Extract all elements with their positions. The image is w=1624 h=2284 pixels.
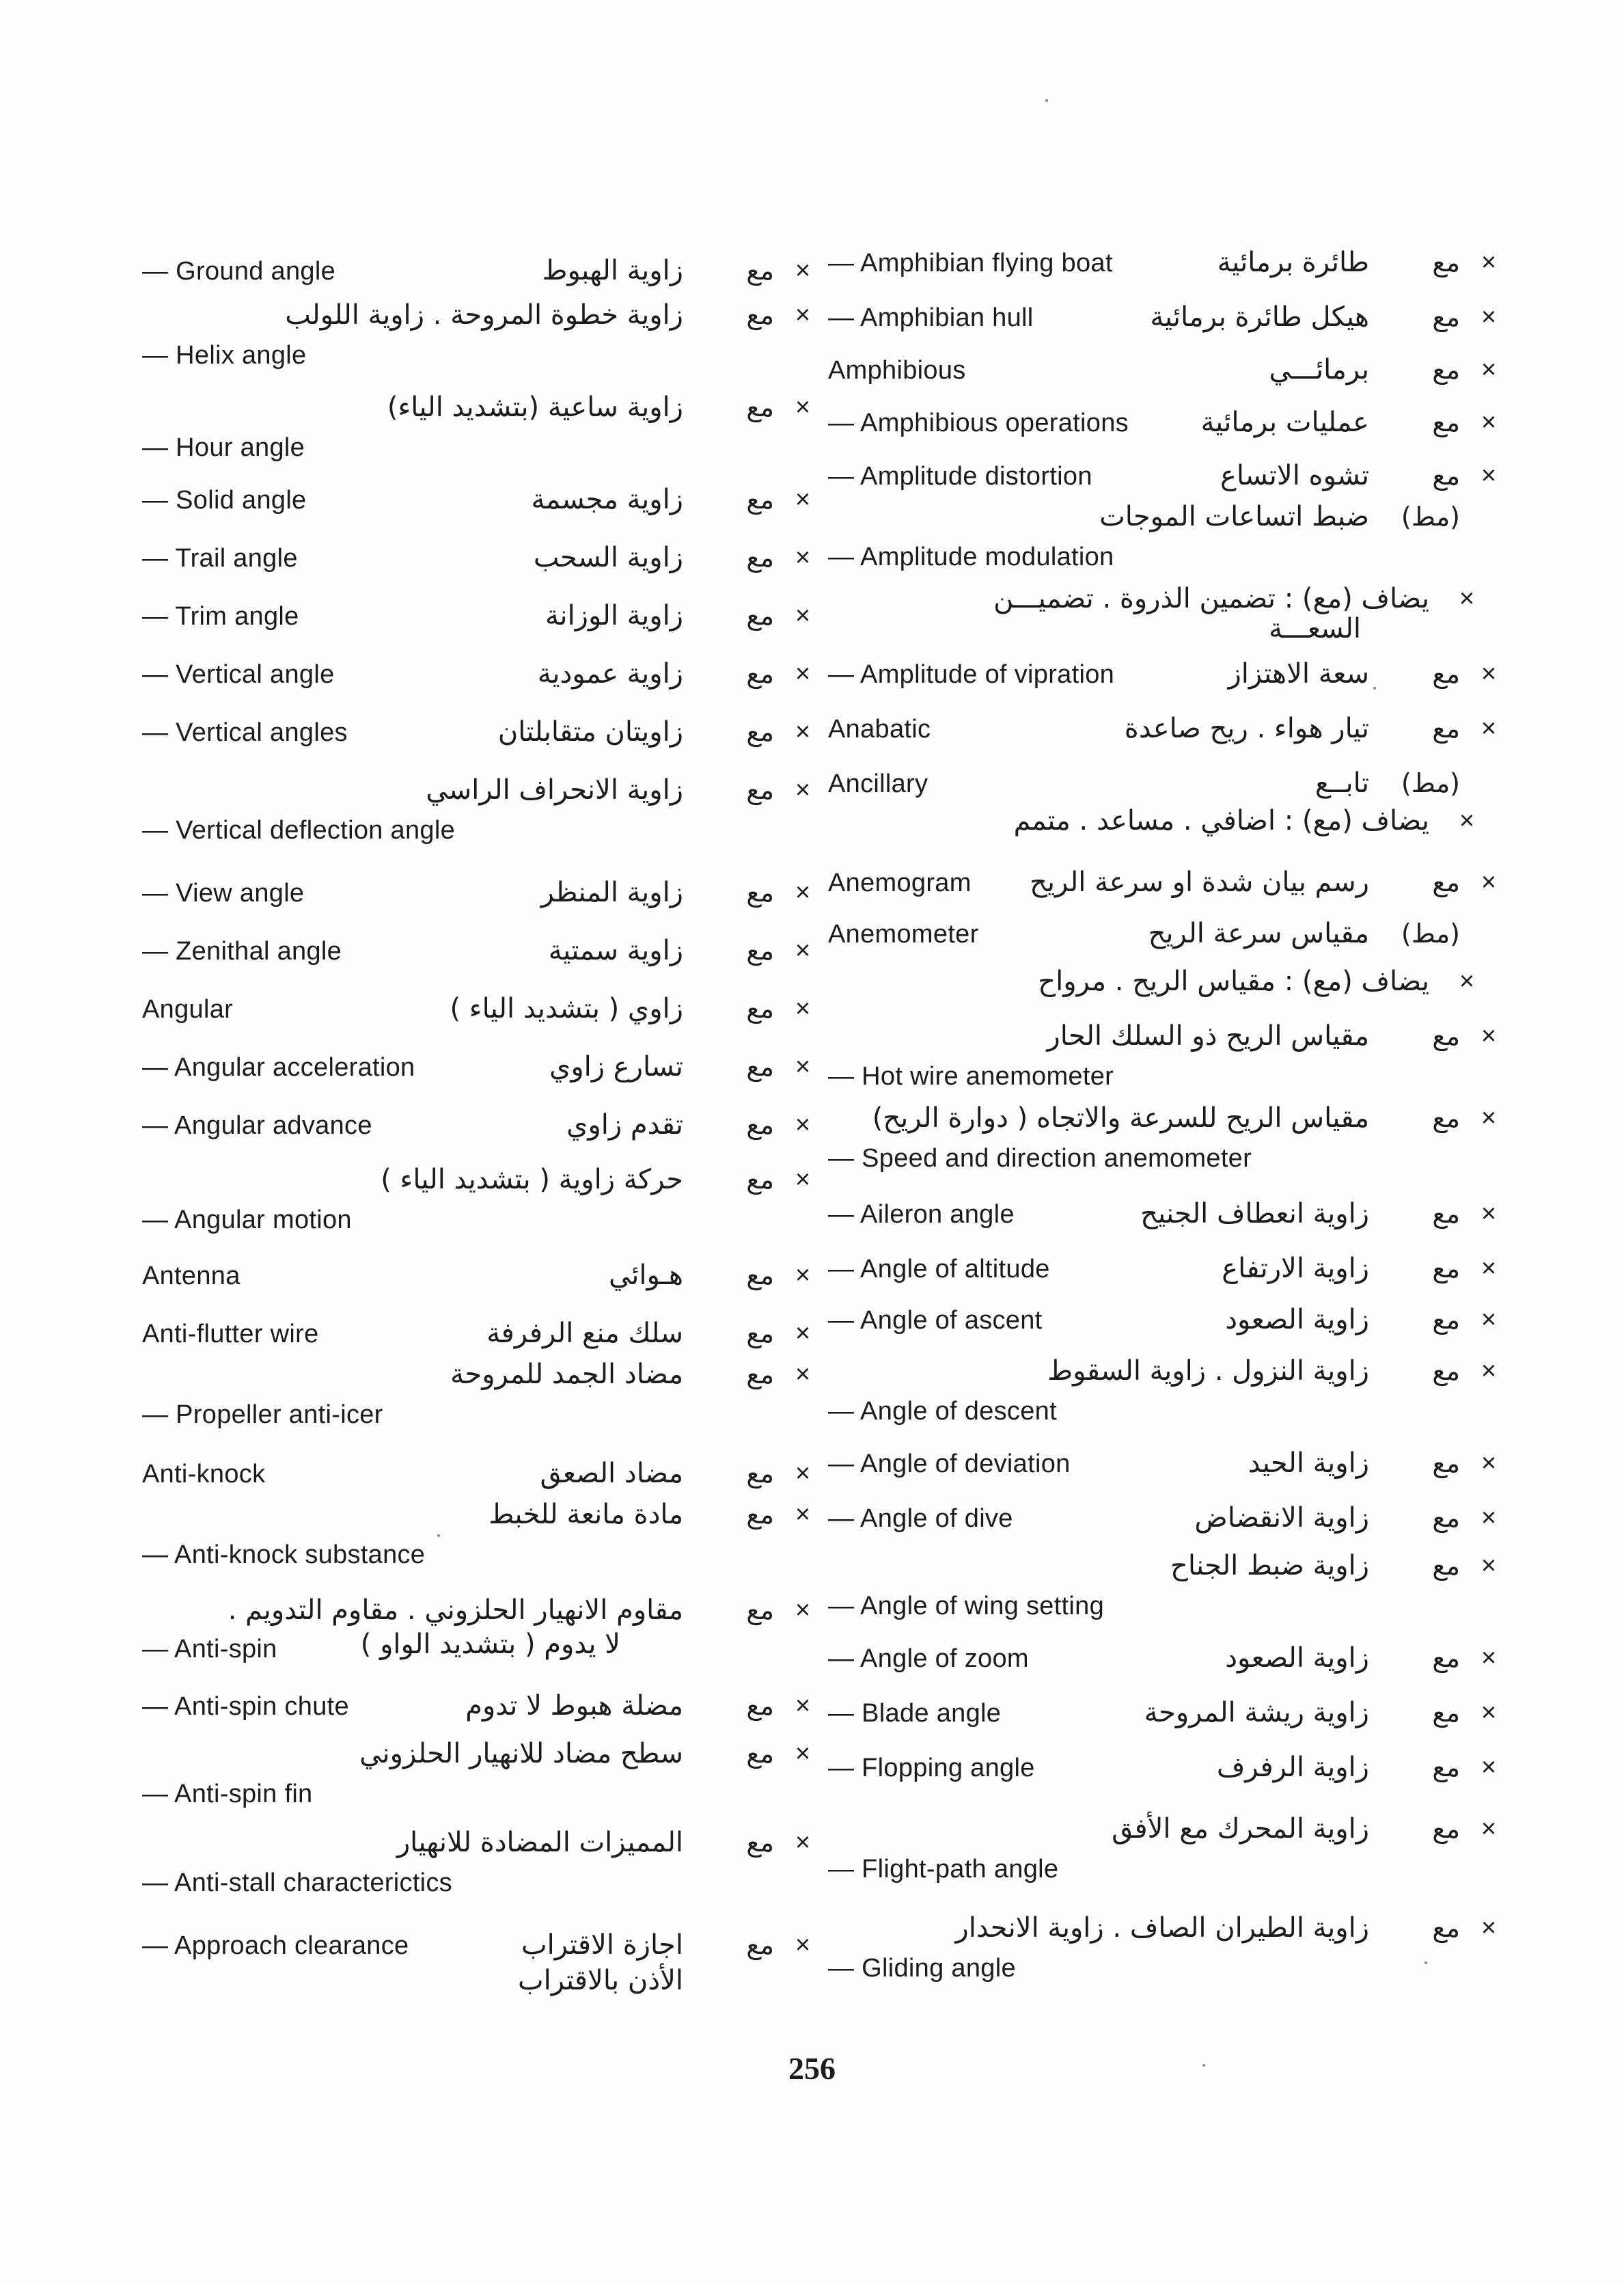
entry-tag: مع — [1432, 659, 1460, 689]
entry-tag: مع — [746, 601, 774, 631]
entry-marker: × — [1481, 1504, 1497, 1532]
arabic-term: رسم بيان شدة او سرعة الريح — [1030, 867, 1369, 898]
arabic-term: زاوية الصعود — [1225, 1642, 1369, 1674]
entry-tag: مع — [746, 543, 774, 573]
english-term: — Angular acceleration — [142, 1053, 415, 1082]
english-term: — Amplitude distortion — [828, 462, 1092, 491]
entry-tag: مع — [746, 1458, 774, 1488]
arabic-term: زاوية الحيد — [1248, 1447, 1369, 1479]
arabic-term: زاوية مجسمة — [531, 484, 683, 515]
english-term: — Trail angle — [142, 544, 298, 573]
arabic-term: زاوية الهبوط — [542, 255, 683, 286]
arabic-term: يضاف (مع) : اضافي . مساعد . متمم — [1013, 805, 1429, 837]
entry-marker: × — [795, 1111, 811, 1139]
entry-tag: مع — [746, 1260, 774, 1290]
arabic-term: زاوية انعطاف الجنيح — [1140, 1198, 1369, 1229]
arabic-term: زاوية المنظر — [540, 877, 683, 908]
page-number: 256 — [788, 2051, 836, 2086]
arabic-term: زاوية الوزانة — [545, 600, 683, 631]
english-term: — Angle of zoom — [828, 1644, 1029, 1673]
entry-marker: × — [795, 393, 811, 422]
entry-marker: × — [795, 601, 811, 630]
entry-tag: (مط) — [1401, 502, 1460, 532]
english-term: — Anti-stall characterictics — [142, 1868, 452, 1897]
english-term: — Anti-spin — [142, 1635, 277, 1663]
scan-speck — [1373, 687, 1376, 690]
entry-tag: مع — [1432, 1752, 1460, 1782]
entry-tag: مع — [1432, 302, 1460, 332]
entry-tag: مع — [746, 994, 774, 1024]
entry-tag: مع — [1432, 1448, 1460, 1478]
entry-marker: × — [1459, 584, 1475, 613]
entry-marker: × — [795, 1691, 811, 1720]
english-term: — Vertical angles — [142, 718, 348, 747]
entry-marker: × — [1481, 408, 1497, 437]
entry-tag: مع — [746, 1359, 774, 1389]
arabic-term: زاوي ( بتشديد الياء ) — [450, 993, 683, 1024]
entry-marker: × — [1481, 1449, 1497, 1478]
arabic-term: حركة زاوية ( بتشديد الياء ) — [381, 1164, 683, 1195]
entry-marker: × — [795, 1319, 811, 1348]
arabic-term: زاوية ساعية (بتشديد الياء) — [387, 392, 683, 423]
english-term: — Angle of ascent — [828, 1306, 1043, 1335]
entry-marker: × — [795, 878, 811, 907]
scan-speck — [1425, 1961, 1427, 1964]
english-term: — Anti-knock substance — [142, 1540, 426, 1569]
english-term: Anti-knock — [142, 1460, 266, 1488]
english-term: — View angle — [142, 879, 305, 908]
entry-marker: × — [1481, 248, 1497, 277]
entry-marker: × — [795, 936, 811, 965]
arabic-term: سلك منع الرفرفة — [486, 1318, 683, 1349]
entry-marker: × — [1481, 1753, 1497, 1782]
arabic-term: مقياس سرعة الريح — [1148, 918, 1369, 949]
entry-tag: مع — [746, 1165, 774, 1195]
entry-tag: مع — [1432, 1356, 1460, 1386]
entry-tag: مع — [746, 1110, 774, 1140]
entry-marker: × — [1481, 461, 1497, 490]
entry-tag: مع — [1432, 713, 1460, 744]
arabic-term: زاويتان متقابلتان — [497, 716, 683, 748]
entry-tag: (مط) — [1401, 919, 1460, 949]
arabic-term: اجازة الاقتراب — [521, 1929, 683, 1961]
entry-tag: مع — [746, 659, 774, 689]
english-term: — Hour angle — [142, 433, 305, 462]
right-column — [828, 226, 1511, 2016]
english-term: — Propeller anti-icer — [142, 1400, 383, 1429]
entry-tag: مع — [1432, 407, 1460, 437]
english-term: Anemometer — [828, 920, 979, 949]
entry-tag: مع — [746, 1930, 774, 1960]
arabic-term: زاوية الارتفاع — [1222, 1253, 1369, 1284]
english-term: Anabatic — [828, 715, 931, 744]
arabic-term: مقياس الريح ذو السلك الحار — [1047, 1020, 1369, 1052]
arabic-term: زاوية المحرك مع الأفق — [1112, 1813, 1369, 1845]
entry-tag: مع — [1432, 867, 1460, 897]
entry-tag: مع — [746, 392, 774, 422]
arabic-term: يضاف (مع) : مقياس الريح . مرواح — [1038, 966, 1429, 997]
arabic-term: زاوية سمتية — [548, 935, 683, 966]
entry-tag: مع — [1432, 461, 1460, 491]
entry-marker: × — [795, 776, 811, 804]
arabic-term-continued: لا يدوم ( بتشديد الواو ) — [360, 1629, 620, 1660]
entry-tag: مع — [746, 1691, 774, 1721]
arabic-term: يضاف (مع) : تضمين الذروة . تضميـــن — [993, 583, 1429, 614]
english-term: — Anti-spin chute — [142, 1692, 349, 1721]
entry-tag: مع — [1432, 355, 1460, 385]
english-term: Antenna — [142, 1262, 240, 1290]
arabic-term: زاوية خطوة المروحة . زاوية اللولب — [285, 299, 683, 331]
entry-marker: × — [1481, 1305, 1497, 1334]
arabic-term: زاوية الانحراف الراسي — [426, 774, 683, 806]
entry-tag: مع — [746, 936, 774, 966]
english-term: — Aileron angle — [828, 1200, 1015, 1229]
arabic-term: تيار هواء . ريح صاعدة — [1124, 713, 1369, 744]
arabic-term: مقياس الريح للسرعة والاتجاه ( دوارة الريح) — [872, 1102, 1369, 1134]
english-term: — Amplitude of vipration — [828, 660, 1115, 689]
entry-marker: × — [795, 660, 811, 688]
entry-tag: مع — [1432, 1643, 1460, 1673]
english-term: — Helix angle — [142, 341, 307, 370]
arabic-term: هـوائي — [608, 1260, 683, 1291]
entry-marker: × — [795, 718, 811, 746]
arabic-term: زاوية ضبط الجناح — [1170, 1550, 1369, 1581]
entry-marker: × — [1481, 1254, 1497, 1283]
entry-tag: مع — [1432, 247, 1460, 277]
entry-tag: (مط) — [1401, 768, 1460, 798]
arabic-term: المميزات المضادة للانهيار — [396, 1827, 683, 1858]
entry-marker: × — [795, 1261, 811, 1290]
entry-marker: × — [795, 1165, 811, 1194]
english-term: — Angular advance — [142, 1111, 372, 1140]
arabic-term: مضلة هبوط لا تدوم — [465, 1690, 683, 1722]
entry-marker: × — [1481, 303, 1497, 331]
entry-marker: × — [795, 1931, 811, 1959]
entry-tag: مع — [746, 300, 774, 330]
entry-tag: مع — [1432, 1814, 1460, 1844]
entry-marker: × — [1481, 1357, 1497, 1385]
entry-marker: × — [1481, 1551, 1497, 1580]
arabic-term: سطح مضاد للانهيار الحلزوني — [359, 1738, 683, 1769]
arabic-term: زاوية النزول . زاوية السقوط — [1047, 1355, 1369, 1387]
entry-tag: مع — [746, 1499, 774, 1530]
english-term: — Trim angle — [142, 602, 299, 631]
entry-marker: × — [795, 1828, 811, 1857]
arabic-term: زاوية الطيران الصاف . زاوية الانحدار — [955, 1912, 1369, 1944]
entry-marker: × — [795, 1739, 811, 1768]
scan-speck — [1202, 2064, 1205, 2067]
entry-marker: × — [1459, 967, 1475, 996]
english-term: — Vertical angle — [142, 660, 335, 689]
arabic-term: زاوية عمودية — [537, 658, 683, 690]
entry-marker: × — [1481, 1022, 1497, 1050]
english-term: — Angular motion — [142, 1206, 352, 1234]
english-term: Anemogram — [828, 869, 972, 897]
entry-marker: × — [1481, 660, 1497, 688]
entry-tag: مع — [1432, 1103, 1460, 1133]
entry-marker: × — [795, 301, 811, 329]
arabic-term: هيكل طائرة برمائية — [1150, 301, 1369, 333]
english-term: Anti-flutter wire — [142, 1320, 319, 1348]
entry-marker: × — [1481, 714, 1497, 743]
english-term: — Amplitude modulation — [828, 543, 1114, 571]
entry-tag: مع — [746, 1595, 774, 1625]
english-term: — Vertical deflection angle — [142, 816, 456, 845]
english-term: — Anti-spin fin — [142, 1780, 313, 1808]
arabic-term: زاوية الرفرف — [1216, 1752, 1369, 1783]
english-term: — Angle of dive — [828, 1504, 1013, 1533]
entry-marker: × — [1481, 1698, 1497, 1727]
english-term: — Speed and direction anemometer — [828, 1144, 1252, 1173]
arabic-term: سعة الاهتزاز — [1228, 658, 1369, 690]
english-term: — Zenithal angle — [142, 937, 342, 966]
entry-marker: × — [1459, 806, 1475, 835]
entry-marker: × — [1481, 355, 1497, 384]
english-term: Ancillary — [828, 770, 928, 798]
english-term: — Blade angle — [828, 1699, 1002, 1728]
english-term: — Angle of descent — [828, 1397, 1057, 1426]
entry-marker: × — [1481, 1644, 1497, 1672]
arabic-term: تسارع زاوي — [549, 1051, 683, 1083]
english-term: — Amphibian hull — [828, 303, 1034, 332]
english-term: Angular — [142, 995, 234, 1024]
english-term: — Amphibious operations — [828, 409, 1129, 437]
entry-marker: × — [795, 543, 811, 572]
entry-tag: مع — [1432, 1503, 1460, 1533]
english-term: — Flopping angle — [828, 1754, 1035, 1782]
arabic-term: زاوية ريشة المروحة — [1144, 1697, 1369, 1728]
scan-speck — [1045, 99, 1048, 102]
scan-speck — [437, 1534, 440, 1537]
entry-tag: مع — [746, 1318, 774, 1348]
arabic-term: مادة مانعة للخبط — [488, 1499, 683, 1530]
entry-tag: مع — [1432, 1199, 1460, 1229]
entry-tag: مع — [1432, 1305, 1460, 1335]
arabic-term: زاوية السحب — [533, 542, 683, 573]
english-term: — Angle of altitude — [828, 1255, 1050, 1283]
entry-tag: مع — [746, 485, 774, 515]
entry-marker: × — [1481, 868, 1497, 897]
english-term: — Amphibian flying boat — [828, 249, 1113, 277]
entry-tag: مع — [1432, 1913, 1460, 1943]
entry-tag: مع — [746, 717, 774, 747]
arabic-term-continued: الأذن بالاقتراب — [518, 1965, 683, 1996]
left-column — [142, 226, 825, 2016]
arabic-term: طائرة برمائية — [1217, 247, 1369, 278]
english-term: Amphibious — [828, 356, 966, 385]
english-term: — Ground angle — [142, 257, 336, 286]
entry-tag: مع — [746, 878, 774, 908]
arabic-term: مقاوم الانهيار الحلزوني . مقاوم التدويم . — [228, 1594, 683, 1626]
arabic-term: تشوه الاتساع — [1220, 460, 1369, 491]
entry-tag: مع — [746, 256, 774, 286]
english-term: — Gliding angle — [828, 1954, 1016, 1983]
entry-tag: مع — [746, 775, 774, 805]
arabic-term: زاوية الصعود — [1225, 1304, 1369, 1335]
entry-tag: مع — [1432, 1698, 1460, 1728]
english-term: — Hot wire anemometer — [828, 1062, 1114, 1091]
entry-marker: × — [1481, 1814, 1497, 1843]
english-term: — Angle of wing setting — [828, 1592, 1105, 1620]
english-term: — Angle of deviation — [828, 1450, 1071, 1478]
arabic-term-continued: السعـــة — [1269, 613, 1361, 644]
entry-marker: × — [1481, 1914, 1497, 1942]
entry-marker: × — [795, 1360, 811, 1389]
arabic-term: تقدم زاوي — [566, 1109, 683, 1141]
arabic-term: تابــع — [1315, 767, 1369, 799]
arabic-term: عمليات برمائية — [1200, 407, 1369, 438]
entry-marker: × — [795, 1052, 811, 1081]
arabic-term: ضبط اتساعات الموجات — [1099, 501, 1369, 532]
entry-tag: مع — [1432, 1021, 1460, 1051]
entry-tag: مع — [746, 1739, 774, 1769]
entry-marker: × — [795, 256, 811, 285]
arabic-term: زاوية الانقضاض — [1194, 1502, 1369, 1534]
entry-marker: × — [795, 485, 811, 514]
entry-tag: مع — [1432, 1253, 1460, 1283]
entry-marker: × — [1481, 1104, 1497, 1132]
arabic-term: برمائـــي — [1269, 354, 1369, 385]
entry-marker: × — [795, 1459, 811, 1488]
entry-marker: × — [1481, 1199, 1497, 1228]
english-term: — Solid angle — [142, 486, 307, 515]
entry-tag: مع — [1432, 1551, 1460, 1581]
english-term: — Approach clearance — [142, 1931, 409, 1960]
arabic-term: مضاد الصعق — [540, 1458, 683, 1489]
entry-marker: × — [795, 994, 811, 1023]
entry-marker: × — [795, 1500, 811, 1529]
arabic-term: مضاد الجمد للمروحة — [450, 1359, 683, 1390]
entry-marker: × — [795, 1596, 811, 1624]
english-term: — Flight-path angle — [828, 1855, 1059, 1884]
entry-tag: مع — [746, 1827, 774, 1858]
entry-tag: مع — [746, 1052, 774, 1082]
